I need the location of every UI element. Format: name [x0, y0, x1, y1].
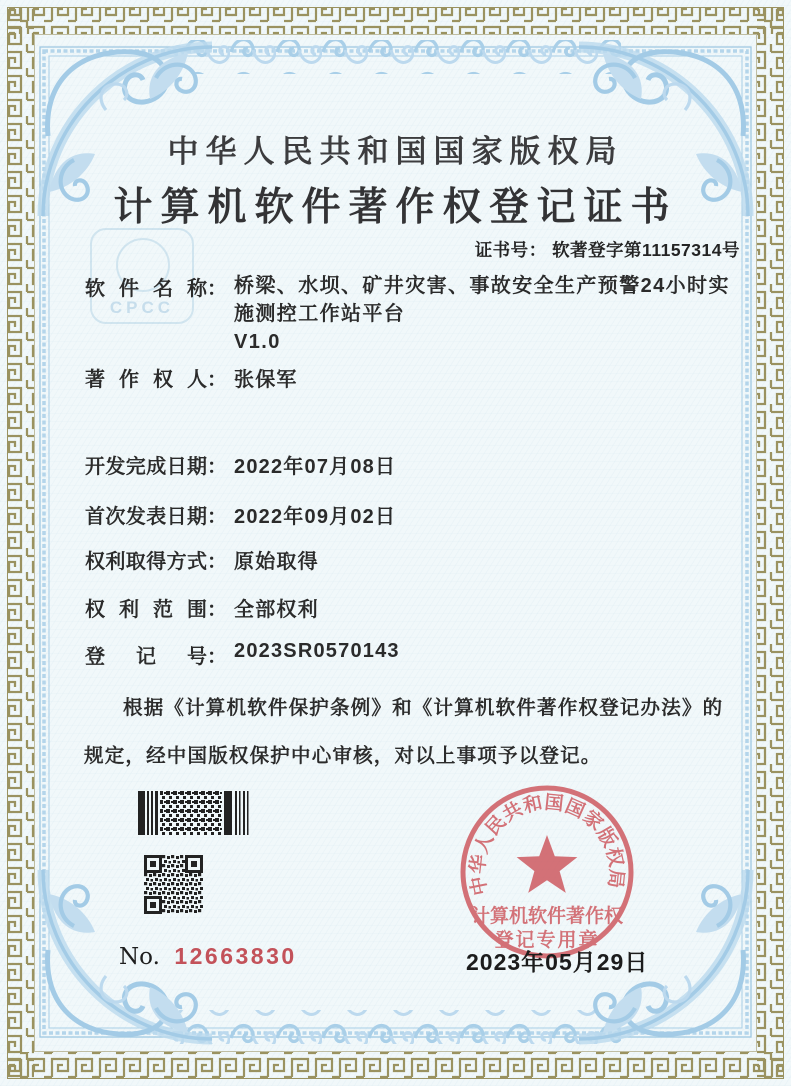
field-label: 登记号 — [85, 646, 207, 668]
seal-ring-text: 中华人民共和国国家版权局 — [467, 792, 627, 897]
field-colon: ： — [207, 456, 227, 478]
field-row-registration-no — [85, 640, 400, 669]
cert-no-colon: ： — [528, 240, 547, 260]
field-value — [234, 272, 739, 356]
field-colon: ： — [207, 551, 227, 573]
cert-no-line — [475, 237, 740, 262]
seal-line2: 登记专用章 — [494, 930, 600, 951]
field-colon: ： — [207, 506, 227, 528]
field-value: 2022年09月02日 — [234, 506, 397, 528]
software-name-line-1: 桥梁、水坝、矿井灾害、事故安全生产预警24小时实 — [234, 275, 730, 297]
field-colon: ： — [207, 646, 227, 668]
field-value: 2023SR0570143 — [234, 640, 400, 662]
seal-line1: 计算机软件著作权 — [470, 906, 624, 927]
star-icon — [517, 835, 578, 893]
serial-number: 12663830 — [174, 943, 297, 969]
software-name-version: V1.0 — [234, 331, 281, 353]
cert-no-value: 软著登字第11157314号 — [552, 240, 740, 260]
field-label: 权利范围 — [85, 599, 207, 621]
field-label: 权利取得方式 — [85, 551, 207, 573]
issue-date: 2023年05月29日 — [466, 949, 649, 975]
cert-no-label: 证书号 — [474, 240, 529, 260]
qr-code-image — [144, 855, 203, 914]
watermark-text: CPCC — [109, 298, 175, 317]
field-row-copyright-owner — [85, 363, 298, 392]
field-label: 软件名称 — [85, 278, 207, 300]
authority-title: 中华人民共和国国家版权局 — [167, 134, 624, 170]
field-colon: ： — [207, 599, 227, 621]
field-row-dev-complete-date — [85, 450, 397, 479]
serial-line — [119, 943, 297, 970]
field-colon: ： — [207, 278, 227, 300]
field-value: 2022年07月08日 — [234, 456, 397, 478]
barcode-image — [138, 791, 259, 835]
field-row-right-scope — [85, 593, 319, 622]
field-row-first-publish-date — [85, 500, 397, 529]
software-name-line-2: 施测控工作站平台 — [234, 303, 406, 325]
field-label: 开发完成日期 — [85, 456, 207, 478]
field-label: 首次发表日期 — [85, 506, 207, 528]
field-colon: ： — [207, 369, 227, 391]
field-value: 原始取得 — [234, 551, 319, 573]
field-label: 著作权人 — [85, 369, 207, 391]
field-value: 全部权利 — [234, 599, 319, 621]
statement-paragraph: 根据《计算机软件保护条例》和《计算机软件著作权登记办法》的规定，经中国版权保护中心审核，对以上事项予以登记。 — [84, 697, 724, 767]
field-row-right-acquisition — [85, 545, 319, 574]
field-value: 张保军 — [234, 369, 298, 391]
serial-prefix: No. — [119, 944, 160, 970]
certificate-title: 计算机软件著作权登记证书 — [113, 184, 678, 230]
